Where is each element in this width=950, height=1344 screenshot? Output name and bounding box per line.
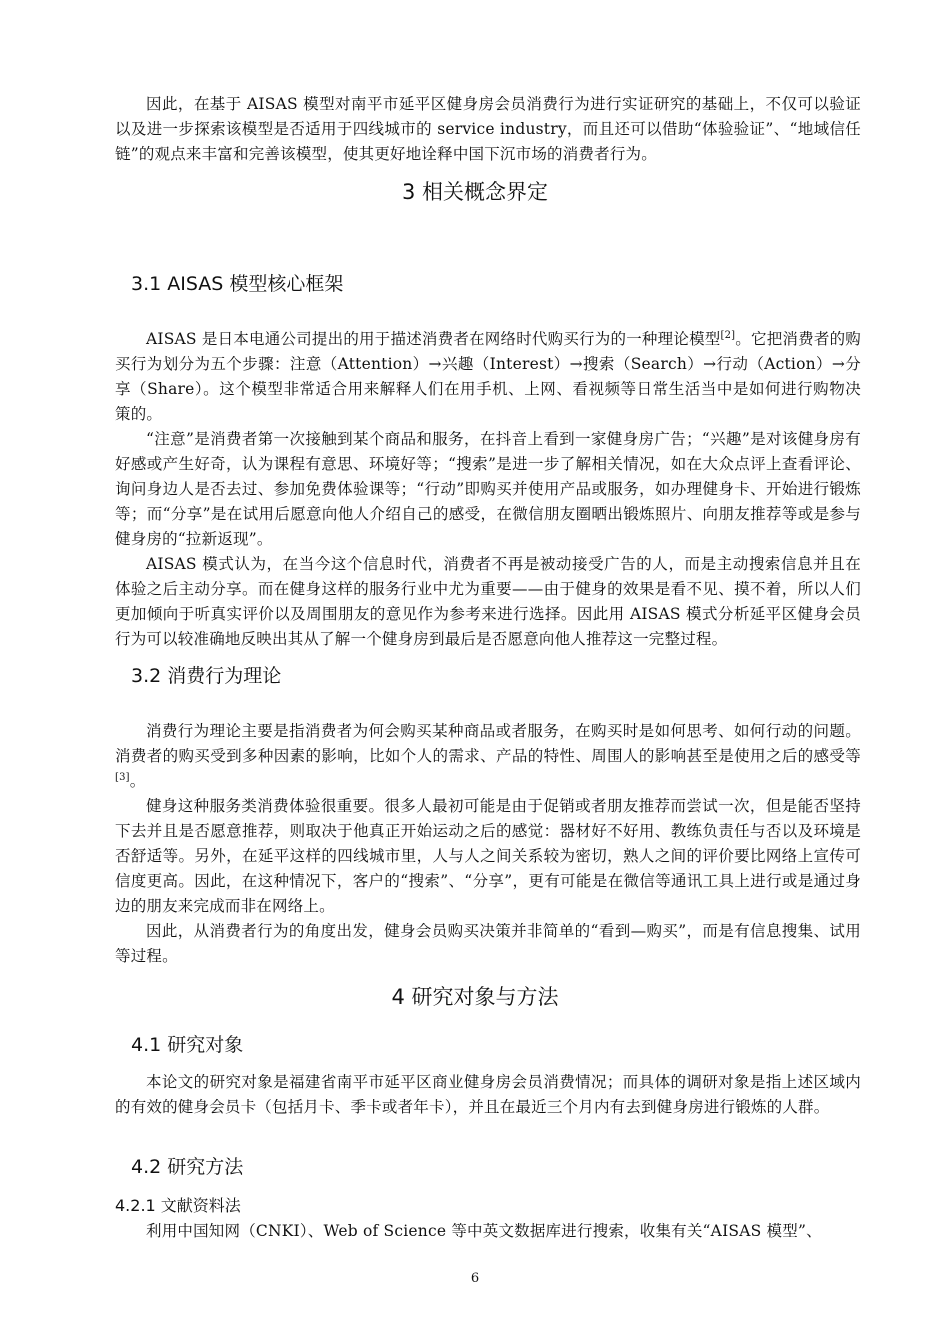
paragraph-3-1-c: AISAS 模式认为，在当今这个信息时代，消费者不再是被动接受广告的人，而是主动搜索信息并且在体验之后主动分享。而在健身这样的服务行业中尤为重要——由于健身的效果是看不见、摸不着，所以人们更加倾向于听真实评价以及周围朋友的意见作为参考来进行选择。因此用 AISAS 模式分析延平区健身会员行为可以较准确地反映出其从了解一个健身房到最后是否愿意向他人推荐这一完整过程。 xyxy=(115,555,861,648)
paragraph-3-1-a-text-cont: 。它把消费者的购买行为划分为五个步骤：注意（Attention）→兴趣（Interest）→搜索（Search）→行动（Action）→分享（Share）。这个模型非常适合用来解释人们在用手机、上网、看视频等日常生活当中是如何进行购物决策的。 xyxy=(115,330,861,423)
section-3-heading: 3 相关概念界定 xyxy=(401,180,549,204)
paragraph-3-1-a-text: AISAS 是日本电通公司提出的用于描述消费者在网络时代购买行为的一种理论模型 xyxy=(146,330,721,348)
paragraph-3-1-b: “注意”是消费者第一次接触到某个商品和服务，在抖音上看到一家健身房广告；“兴趣”是对该健身房有好感或产生好奇，认为课程有意思、环境好等；“搜索”是进一步了解相关情况，如在大众点评上查看评论、询问身边人是否去过、参加免费体验课等；“行动”即购买并使用产品或服务，如办理健身卡、开始进行锻炼等；而“分享”是在试用后愿意向他人介绍自己的感受，在微信朋友圈晒出锻炼照片、向朋友推荐等或是参与健身房的“拉新返现”。 xyxy=(115,430,861,548)
paragraph-4-1: 本论文的研究对象是福建省南平市延平区商业健身房会员消费情况；而具体的调研对象是指上述区域内的有效的健身会员卡（包括月卡、季卡或者年卡），并且在最近三个月内有去到健身房进行锻炼的人群。 xyxy=(115,1073,861,1116)
section-4-2-1-heading: 4.2.1 文献资料法 xyxy=(115,1196,241,1215)
section-4-2-heading: 4.2 研究方法 xyxy=(131,1156,244,1178)
paragraph-3-2-b: 健身这种服务类消费体验很重要。很多人最初可能是由于促销或者朋友推荐而尝试一次，但是能否坚持下去并且是否愿意推荐，则取决于他真正开始运动之后的感觉：器材好不好用、教练负责任与否以及环境是否舒适等。另外，在延平这样的四线城市里，人与人之间关系较为密切，熟人之间的评价要比网络上宣传可信度更高。因此，在这种情况下，客户的“搜索”、“分享”，更有可能是在微信等通讯工具上进行或是通过身边的朋友来完成而非在网络上。 xyxy=(115,797,861,915)
section-4-heading: 4 研究对象与方法 xyxy=(391,985,559,1009)
paragraph-intro: 因此，在基于 AISAS 模型对南平市延平区健身房会员消费行为进行实证研究的基础上，不仅可以验证以及进一步探索该模型是否适用于四线城市的 service industry，而且还可以借助“体验验证”、“地域信任链”的观点来丰富和完善该模型，使其更好地诠释中国下沉市场的消费者行为。 xyxy=(115,95,861,163)
section-3-1-heading: 3.1 AISAS 模型核心框架 xyxy=(131,273,344,295)
section-4-1-heading: 4.1 研究对象 xyxy=(131,1034,244,1056)
citation-ref-2: [2] xyxy=(720,329,736,341)
section-3-2-heading: 3.2 消费行为理论 xyxy=(131,665,282,687)
paragraph-3-1-a xyxy=(115,327,861,427)
paragraph-3-2-c: 因此，从消费者行为的角度出发，健身会员购买决策并非简单的“看到—购买”，而是有信息搜集、试用等过程。 xyxy=(115,922,861,965)
paragraph-3-2-a-text-cont: 。 xyxy=(129,772,146,790)
paragraph-3-2-a-text: 消费行为理论主要是指消费者为何会购买某种商品或者服务，在购买时是如何思考、如何行动的问题。消费者的购买受到多种因素的影响，比如个人的需求、产品的特性、周围人的影响甚至是使用之后的感受等 xyxy=(115,722,861,765)
citation-ref-3: [3] xyxy=(115,771,130,783)
page-number: 6 xyxy=(470,1271,480,1286)
paragraph-3-2-a xyxy=(115,719,861,794)
paragraph-4-2-1: 利用中国知网（CNKI）、Web of Science 等中英文数据库进行搜索，收集有关“AISAS 模型”、 xyxy=(146,1222,822,1240)
